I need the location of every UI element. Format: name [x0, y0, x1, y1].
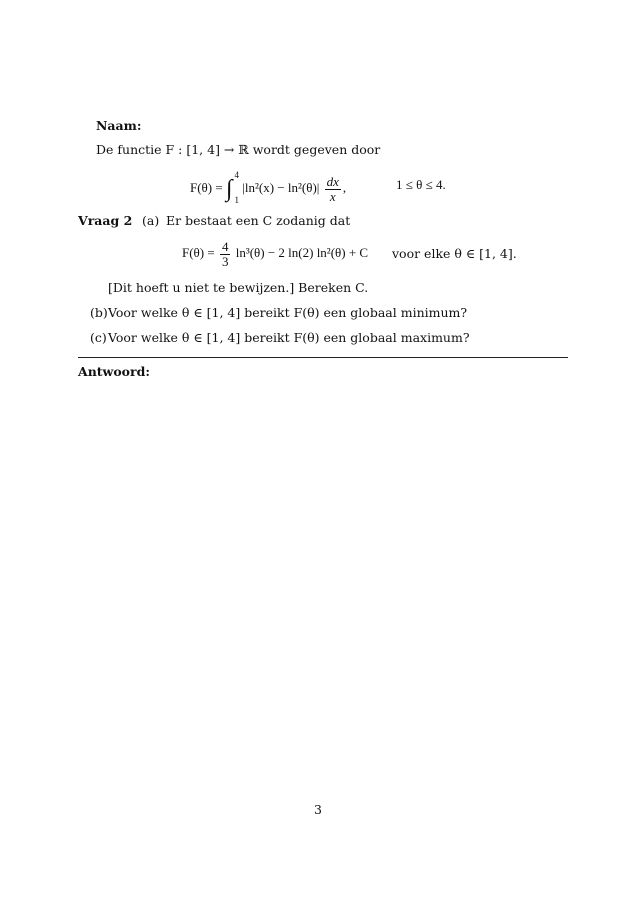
differential-numerator: dx — [326, 173, 339, 189]
formula-lhs: F(θ) = — [182, 245, 215, 260]
differential-fraction — [325, 175, 341, 203]
part-c-text: Voor welke θ ∈ [1, 4] bereikt F(θ) een globaal maximum? — [108, 330, 470, 345]
formula-fraction-numerator: 4 — [221, 238, 229, 254]
differential-denominator: x — [329, 188, 336, 204]
part-a-label: (a) — [142, 213, 160, 228]
integral-sign-icon: ∫ — [225, 176, 233, 203]
formula-rest: ln³(θ) − 2 ln(2) ln²(θ) + C — [235, 245, 369, 260]
formula-condition: voor elke θ ∈ [1, 4]. — [392, 246, 517, 261]
divider-line — [78, 357, 568, 358]
integral-lower: 1 — [234, 195, 240, 206]
definition-comma: , — [342, 180, 347, 195]
definition-domain: 1 ≤ θ ≤ 4. — [396, 177, 446, 192]
name-label: Naam: — [96, 118, 142, 133]
part-a-formula — [182, 236, 368, 270]
part-c-label: (c) — [90, 330, 107, 345]
part-a-text: Er bestaat een C zodanig dat — [166, 213, 351, 228]
formula-fraction — [220, 240, 231, 268]
answer-label: Antwoord: — [78, 364, 150, 379]
intro-text: De functie F : [1, 4] → ℝ wordt gegeven door — [96, 142, 381, 157]
page-number: 3 — [314, 802, 322, 817]
definition-formula — [190, 168, 346, 208]
part-b-text: Voor welke θ ∈ [1, 4] bereikt F(θ) een globaal minimum? — [108, 305, 468, 320]
formula-fraction-denominator: 3 — [221, 253, 229, 269]
integral-limits — [234, 170, 240, 206]
integral-upper: 4 — [234, 170, 240, 181]
part-a-note: [Dit hoeft u niet te bewijzen.] Bereken C. — [108, 280, 369, 295]
question-label: Vraag 2 — [78, 213, 133, 228]
integrand: |ln²(x) − ln²(θ)| — [242, 180, 320, 195]
definition-lhs: F(θ) = — [190, 180, 223, 195]
part-b-label: (b) — [90, 305, 108, 320]
